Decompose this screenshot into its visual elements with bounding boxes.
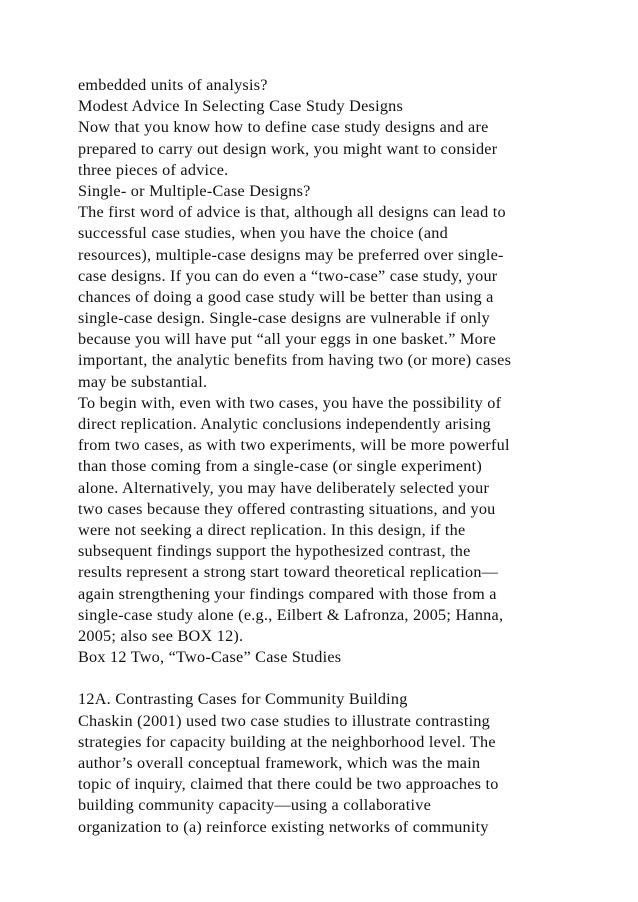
text-line: single-case design. Single-case designs are vulnerable if only xyxy=(78,309,490,328)
text-line: three pieces of advice. xyxy=(78,160,229,179)
subsection-heading: Single- or Multiple-Case Designs? xyxy=(78,181,311,200)
text-line: building community capacity—using a collaborative xyxy=(78,796,432,815)
box-subheading: 12A. Contrasting Cases for Community Building xyxy=(78,690,408,709)
text-line: chances of doing a good case study will be better than using a xyxy=(78,287,494,306)
text-line: important, the analytic benefits from having two (or more) cases xyxy=(78,351,512,370)
text-line: alone. Alternatively, you may have deliberately selected your xyxy=(78,478,490,497)
text-line: resources), multiple-case designs may be preferred over single- xyxy=(78,245,504,264)
text-line: from two cases, as with two experiments, will be more powerful xyxy=(78,436,510,455)
text-line: Chaskin (2001) used two case studies to illustrate contrasting xyxy=(78,711,491,730)
text-line: To begin with, even with two cases, you have the possibility of xyxy=(78,393,502,412)
text-line: embedded units of analysis? xyxy=(78,76,268,94)
document-page xyxy=(78,75,634,838)
section-heading: Modest Advice In Selecting Case Study Designs xyxy=(78,97,404,116)
text-line: may be substantial. xyxy=(78,372,208,391)
text-line: topic of inquiry, claimed that there could be two approaches to xyxy=(78,775,499,794)
text-line: author’s overall conceptual framework, which was the main xyxy=(78,754,481,772)
text-line: than those coming from a single-case (or single experiment) xyxy=(78,457,483,476)
text-line: 2005; also see BOX 12). xyxy=(78,626,244,645)
text-line: organization to (a) reinforce existing networks of community xyxy=(78,817,489,836)
text-line: case designs. If you can do even a “two-case” case study, your xyxy=(78,266,498,285)
text-line: prepared to carry out design work, you might want to consider xyxy=(78,139,498,158)
text-line: The first word of advice is that, although all designs can lead to xyxy=(78,203,506,222)
text-line: again strengthening your findings compared with those from a xyxy=(78,584,497,603)
text-line: strategies for capacity building at the neighborhood level. The xyxy=(78,732,496,751)
text-line: were not seeking a direct replication. In this design, if the xyxy=(78,520,466,539)
text-line: results represent a strong start toward theoretical replication— xyxy=(78,563,499,582)
box-title: Box 12 Two, “Two-Case” Case Studies xyxy=(78,648,342,667)
text-line: because you will have put “all your eggs in one basket.” More xyxy=(78,330,497,349)
blank-line xyxy=(78,668,634,689)
text-line: Now that you know how to define case study designs and are xyxy=(78,118,489,137)
text-line: subsequent findings support the hypothesized contrast, the xyxy=(78,542,471,561)
text-line: two cases because they offered contrasting situations, and you xyxy=(78,499,496,518)
text-line: successful case studies, when you have the choice (and xyxy=(78,224,448,243)
text-line: direct replication. Analytic conclusions independently arising xyxy=(78,415,491,433)
text-line: single-case study alone (e.g., Eilbert & Lafronza, 2005; Hanna, xyxy=(78,605,504,624)
